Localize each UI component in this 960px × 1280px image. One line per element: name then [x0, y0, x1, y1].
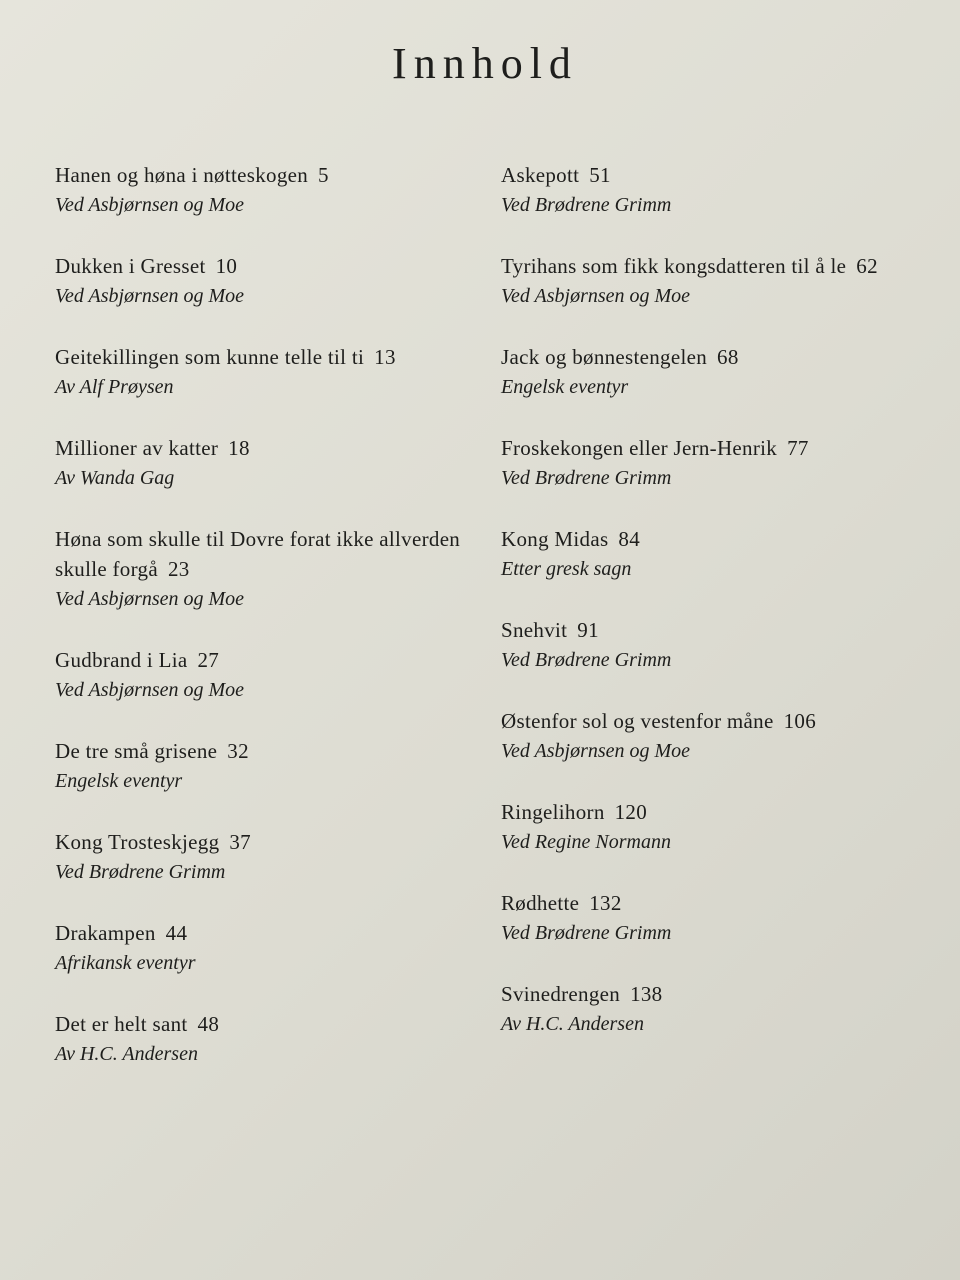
entry-page-number: 138	[630, 982, 663, 1006]
entry-title-line	[501, 433, 921, 463]
toc-column-right	[501, 160, 921, 1070]
entry-page-number: 5	[318, 163, 329, 187]
toc-entry	[55, 251, 475, 311]
entry-title-line	[501, 615, 921, 645]
entry-author: Ved Asbjørnsen og Moe	[501, 740, 691, 762]
entry-title: Froskekongen eller Jern-Henrik	[501, 436, 778, 460]
toc-entry	[55, 342, 475, 402]
entry-title: Rødhette	[501, 891, 580, 915]
toc-entry	[501, 979, 921, 1039]
entry-author: Av H.C. Andersen	[55, 1043, 198, 1065]
entry-author: Afrikansk eventyr	[55, 952, 196, 974]
entry-page-number: 23	[167, 557, 190, 581]
entry-title: Snehvit	[501, 618, 568, 642]
entry-page-number: 51	[589, 163, 611, 187]
entry-page-number: 37	[229, 830, 251, 854]
entry-title-line	[55, 251, 475, 281]
entry-title: Millioner av katter	[55, 436, 219, 460]
entry-title-line	[501, 160, 921, 190]
toc-entry	[501, 524, 921, 584]
entry-title: Svinedrengen	[501, 982, 621, 1006]
toc-entry	[55, 160, 475, 220]
entry-title-line	[55, 524, 475, 584]
entry-title-line	[501, 888, 921, 918]
entry-page-number: 13	[374, 345, 396, 369]
entry-title-line	[55, 827, 475, 857]
entry-author: Etter gresk sagn	[501, 558, 632, 580]
toc-column-left	[55, 160, 475, 1100]
entry-author: Engelsk eventyr	[55, 770, 183, 792]
entry-author: Ved Brødrene Grimm	[501, 467, 672, 489]
entry-author: Ved Brødrene Grimm	[501, 922, 672, 944]
entry-title: Dukken i Gresset	[55, 254, 206, 278]
toc-entry	[55, 524, 475, 614]
entry-page-number: 18	[228, 436, 250, 460]
toc-entry	[501, 433, 921, 493]
entry-title: Ringelihorn	[501, 800, 605, 824]
entry-title: Gudbrand i Lia	[55, 648, 188, 672]
entry-title-line	[55, 433, 475, 463]
entry-title: De tre små grisene	[55, 739, 218, 763]
entry-title-line	[501, 342, 921, 372]
entry-author: Ved Asbjørnsen og Moe	[55, 285, 245, 307]
entry-page-number: 120	[614, 800, 648, 824]
entry-author: Ved Asbjørnsen og Moe	[501, 285, 691, 307]
toc-entry	[55, 645, 475, 705]
entry-title-line	[501, 524, 921, 554]
entry-author: Engelsk eventyr	[501, 376, 629, 398]
entry-author: Ved Asbjørnsen og Moe	[55, 194, 245, 216]
toc-entry	[501, 160, 921, 220]
entry-page-number: 10	[215, 254, 238, 278]
entry-title-line	[55, 342, 475, 372]
toc-entry	[55, 1009, 475, 1069]
entry-author: Ved Brødrene Grimm	[501, 194, 672, 216]
toc-entry	[501, 706, 921, 766]
toc-entry	[501, 888, 921, 948]
entry-author: Ved Asbjørnsen og Moe	[55, 588, 245, 610]
toc-entry	[55, 827, 475, 887]
entry-title-line	[55, 918, 475, 948]
entry-page-number: 132	[589, 891, 622, 915]
entry-title-line	[501, 706, 921, 736]
entry-title-line	[501, 797, 921, 827]
entry-title: Askepott	[501, 163, 580, 187]
toc-entry	[55, 433, 475, 493]
entry-page-number: 84	[618, 527, 641, 551]
entry-title: Tyrihans som fikk kongsdatteren til å le	[501, 254, 847, 278]
entry-title: Kong Trosteskjegg	[55, 830, 220, 854]
entry-title-line	[55, 736, 475, 766]
entry-title: Jack og bønnestengelen	[501, 345, 708, 369]
entry-author: Ved Brødrene Grimm	[501, 649, 672, 671]
entry-page-number: 106	[783, 709, 817, 733]
entry-title-line	[55, 1009, 475, 1039]
entry-page-number: 48	[197, 1012, 220, 1036]
entry-author: Ved Brødrene Grimm	[55, 861, 226, 883]
entry-title-line	[501, 979, 921, 1009]
entry-title: Det er helt sant	[55, 1012, 188, 1036]
entry-author: Ved Regine Normann	[501, 831, 671, 853]
entry-page-number: 44	[165, 921, 188, 945]
entry-title: Geitekillingen som kunne telle til ti	[55, 345, 365, 369]
toc-entry	[55, 918, 475, 978]
entry-page-number: 27	[197, 648, 220, 672]
entry-title: Kong Midas	[501, 527, 609, 551]
entry-page-number: 32	[227, 739, 249, 763]
entry-author: Av Wanda Gag	[55, 467, 175, 489]
entry-title-line	[55, 645, 475, 675]
entry-title: Høna som skulle til Dovre forat ikke allverden skulle forgå	[55, 527, 461, 581]
entry-author: Av H.C. Andersen	[501, 1013, 644, 1035]
entry-author: Av Alf Prøysen	[55, 376, 174, 398]
entry-title-line	[501, 251, 921, 281]
toc-entry	[501, 797, 921, 857]
toc-entry	[501, 615, 921, 675]
entry-author: Ved Asbjørnsen og Moe	[55, 679, 245, 701]
entry-page-number: 68	[717, 345, 739, 369]
toc-entry	[501, 342, 921, 402]
entry-title: Drakampen	[55, 921, 156, 945]
entry-page-number: 77	[787, 436, 809, 460]
entry-page-number: 91	[577, 618, 599, 642]
entry-title-line	[55, 160, 475, 190]
toc-entry	[55, 736, 475, 796]
page-title: Innhold	[392, 39, 578, 88]
toc-entry	[501, 251, 921, 311]
entry-title: Hanen og høna i nøtteskogen	[55, 163, 309, 187]
entry-title: Østenfor sol og vestenfor måne	[501, 709, 774, 733]
entry-page-number: 62	[856, 254, 878, 278]
